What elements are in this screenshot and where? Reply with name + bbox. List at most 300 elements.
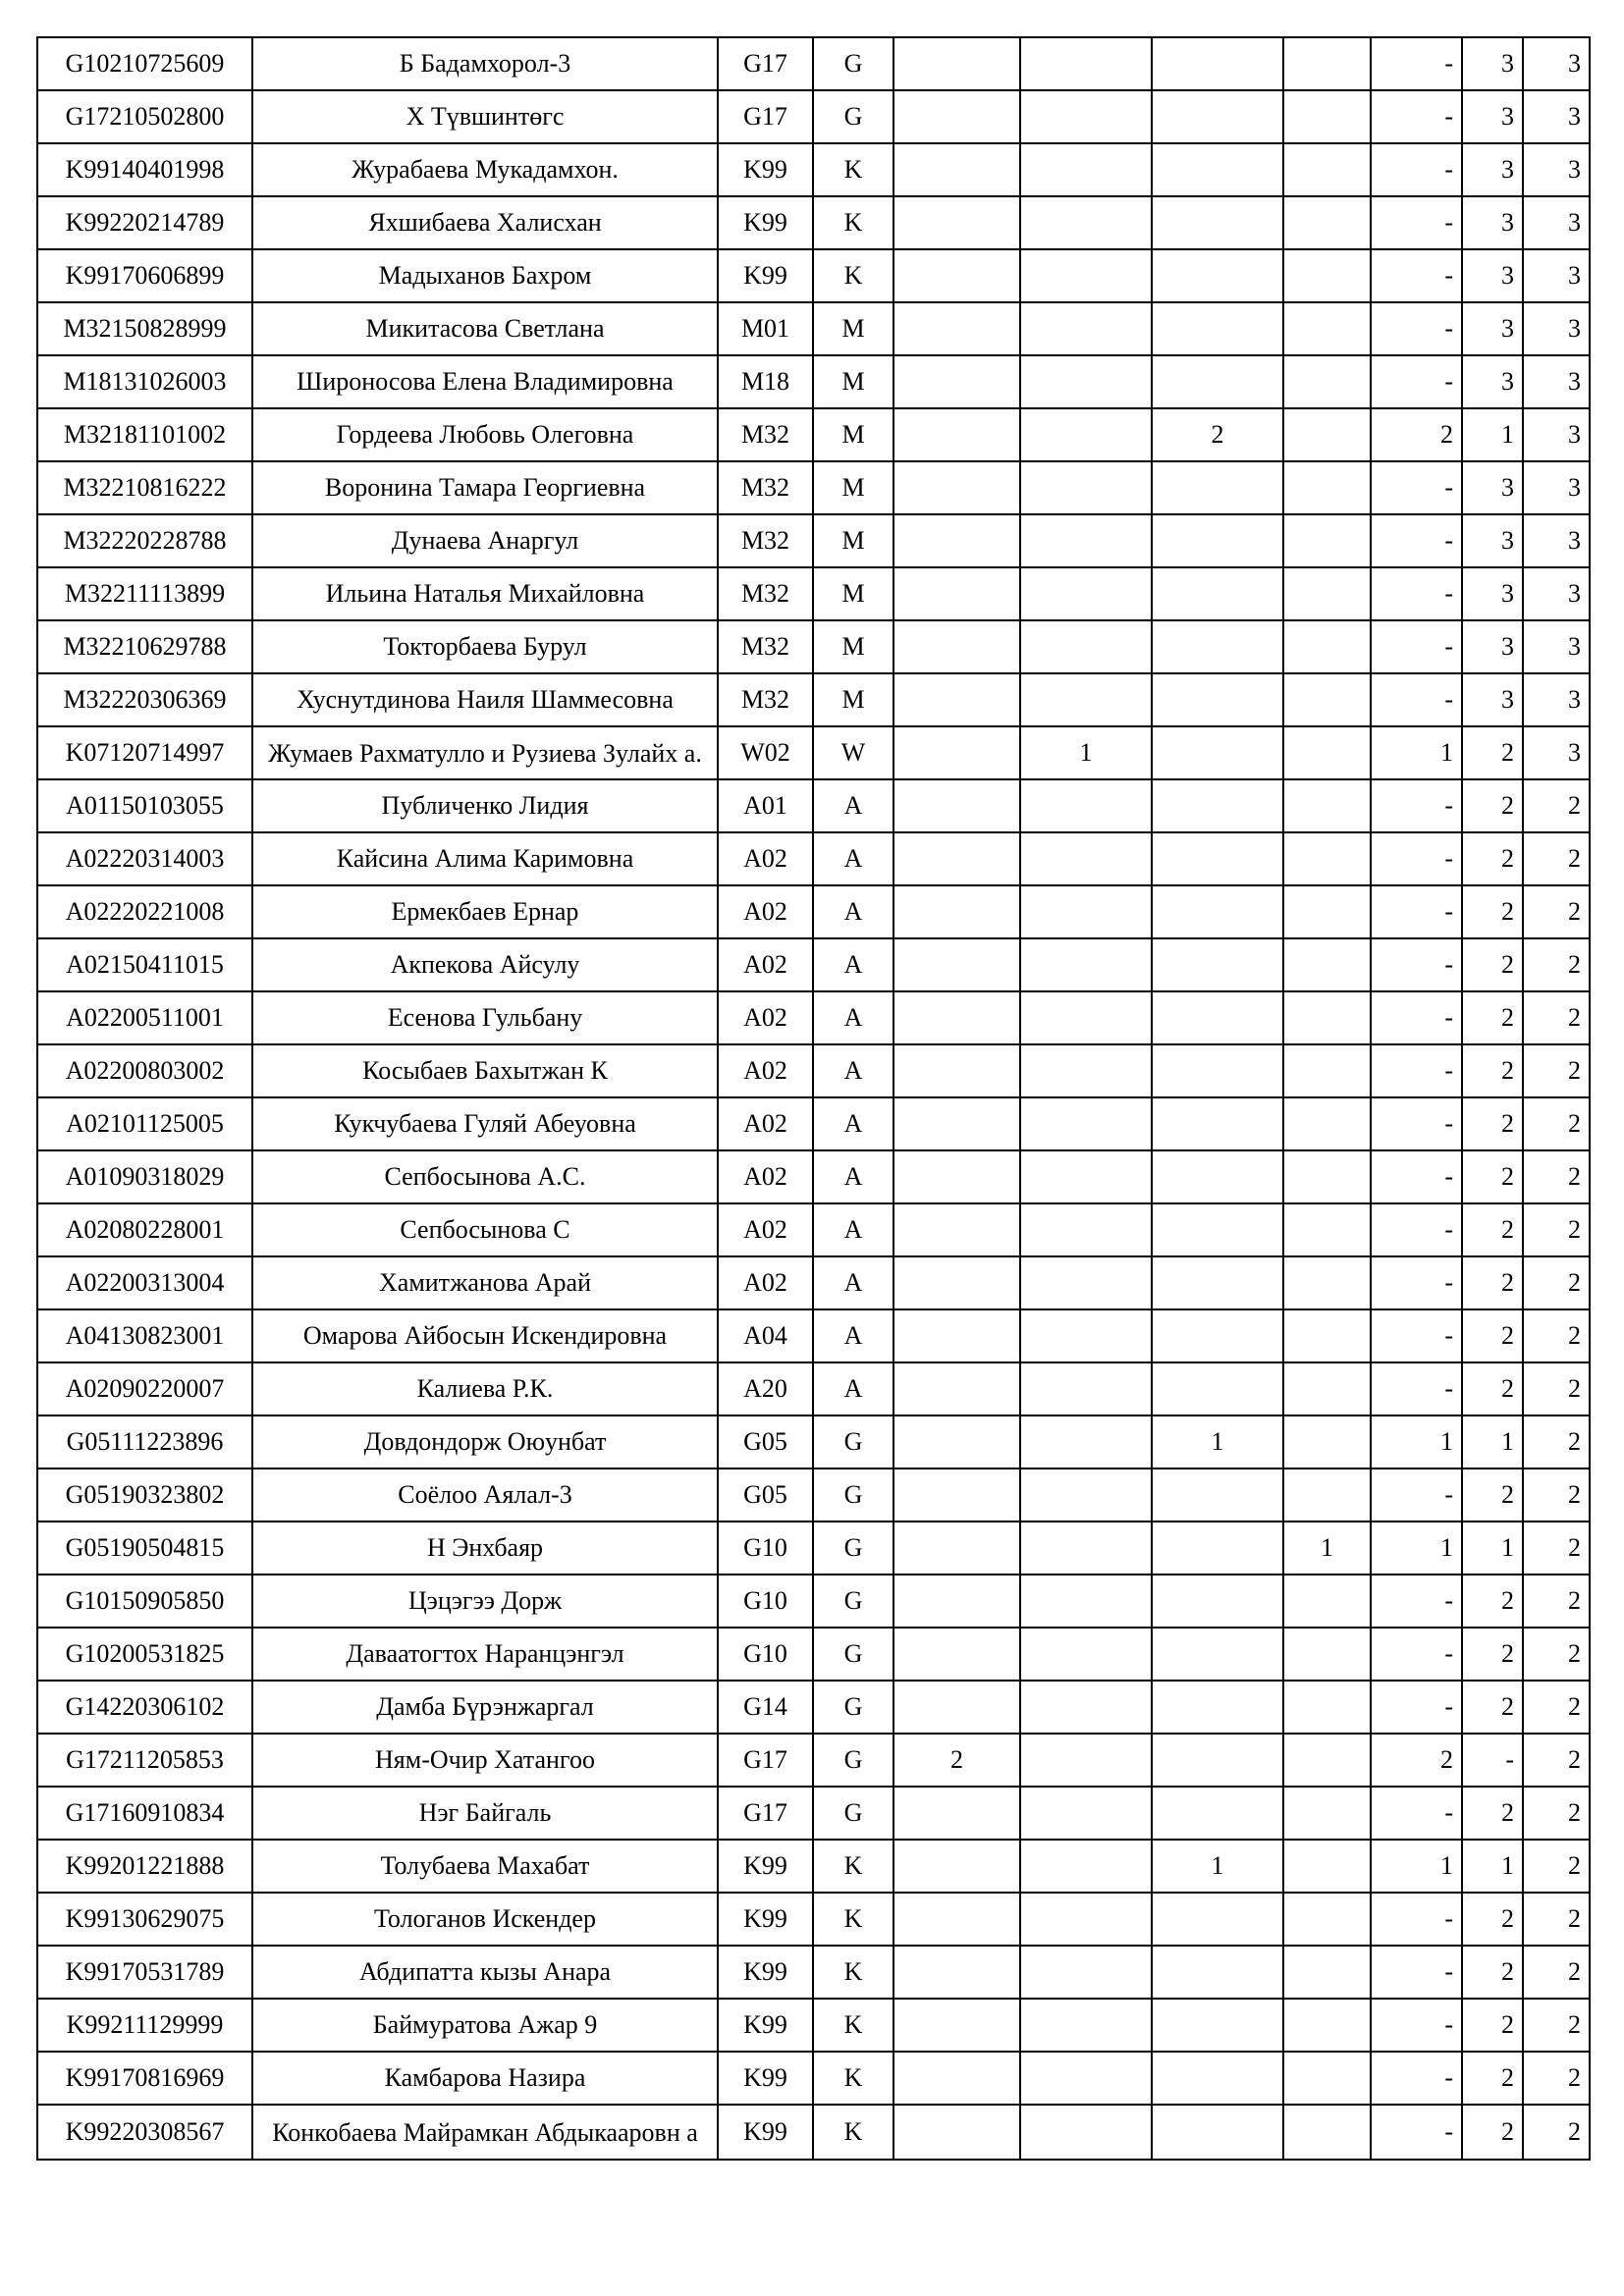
col7-cell [1152,514,1283,567]
letter-cell: G [813,1628,893,1681]
col5-cell [893,1097,1020,1150]
code-cell: M32150828999 [37,302,252,355]
col8-cell [1283,832,1371,885]
col8-cell [1283,673,1371,726]
table-row [37,1575,1590,1628]
code-cell: M18131026003 [37,355,252,408]
col11-cell: 2 [1523,1256,1590,1309]
name-cell: Широносова Елена Владимировна [252,355,718,408]
col8-cell [1283,1256,1371,1309]
col6-cell [1020,779,1152,832]
col11-cell: 2 [1523,1946,1590,1999]
letter-cell: M [813,673,893,726]
table-row [37,514,1590,567]
table-row [37,1468,1590,1522]
col8-cell [1283,1628,1371,1681]
col10-cell: 2 [1462,1044,1523,1097]
table-row [37,1362,1590,1415]
name-cell: Нэг Байгаль [252,1787,718,1840]
name-cell: Хуснутдинова Наиля Шаммесовна [252,673,718,726]
group-cell: A02 [718,832,813,885]
col5-cell [893,1522,1020,1575]
col5-cell [893,249,1020,302]
col8-cell [1283,1999,1371,2052]
name-cell: Н Энхбаяр [252,1522,718,1575]
col5-cell [893,143,1020,196]
col9-cell: - [1371,1362,1462,1415]
name-cell: Цэцэгээ Дорж [252,1575,718,1628]
letter-cell: K [813,1946,893,1999]
letter-cell: A [813,1362,893,1415]
letter-cell: M [813,302,893,355]
col11-cell: 3 [1523,196,1590,249]
name-cell: Омарова Айбосын Искендировна [252,1309,718,1362]
col11-cell: 2 [1523,1840,1590,1893]
group-cell: G17 [718,37,813,90]
col11-cell: 2 [1523,1468,1590,1522]
letter-cell: K [813,2105,893,2160]
col11-cell: 2 [1523,1628,1590,1681]
col11-cell: 2 [1523,1734,1590,1787]
col11-cell: 3 [1523,249,1590,302]
col6-cell [1020,1575,1152,1628]
letter-cell: G [813,1415,893,1468]
col8-cell [1283,1097,1371,1150]
col5-cell [893,1044,1020,1097]
col7-cell [1152,885,1283,938]
col11-cell: 2 [1523,1999,1590,2052]
col10-cell: 2 [1462,726,1523,779]
letter-cell: K [813,1999,893,2052]
col5-cell [893,779,1020,832]
group-cell: G05 [718,1415,813,1468]
col8-cell [1283,1468,1371,1522]
col7-cell [1152,1522,1283,1575]
col5-cell [893,1840,1020,1893]
col7-cell [1152,196,1283,249]
col10-cell: 2 [1462,832,1523,885]
col6-cell [1020,1628,1152,1681]
data-table [36,36,1591,2161]
col7-cell [1152,567,1283,620]
col6-cell [1020,355,1152,408]
group-cell: K99 [718,196,813,249]
name-cell: Токторбаева Бурул [252,620,718,673]
code-cell: K99201221888 [37,1840,252,1893]
table-row [37,991,1590,1044]
col5-cell [893,1362,1020,1415]
letter-cell: A [813,991,893,1044]
name-cell: Ильина Наталья Михайловна [252,567,718,620]
col7-cell [1152,2052,1283,2105]
col7-cell [1152,1787,1283,1840]
table-row [37,885,1590,938]
letter-cell: A [813,885,893,938]
col6-cell [1020,461,1152,514]
col11-cell: 3 [1523,90,1590,143]
col6-cell [1020,1362,1152,1415]
table-row [37,355,1590,408]
col6-cell [1020,1309,1152,1362]
letter-cell: A [813,1256,893,1309]
col9-cell: - [1371,461,1462,514]
col5-cell [893,196,1020,249]
col9-cell: - [1371,2052,1462,2105]
col11-cell: 2 [1523,991,1590,1044]
col9-cell: - [1371,37,1462,90]
col11-cell: 2 [1523,1309,1590,1362]
code-cell: A02200313004 [37,1256,252,1309]
col7-cell [1152,461,1283,514]
col8-cell [1283,461,1371,514]
col11-cell: 2 [1523,1522,1590,1575]
col5-cell [893,673,1020,726]
col9-cell: - [1371,567,1462,620]
col10-cell: 2 [1462,991,1523,1044]
col5-cell [893,1999,1020,2052]
group-cell: A01 [718,779,813,832]
col11-cell: 3 [1523,408,1590,461]
col8-cell [1283,1893,1371,1946]
col6-cell: 1 [1020,726,1152,779]
table-row [37,1256,1590,1309]
name-cell: Х Түвшинтөгс [252,90,718,143]
col7-cell [1152,779,1283,832]
col7-cell [1152,673,1283,726]
col6-cell [1020,143,1152,196]
col5-cell [893,90,1020,143]
code-cell: K99130629075 [37,1893,252,1946]
code-cell: G05190504815 [37,1522,252,1575]
table-row [37,196,1590,249]
col10-cell: 3 [1462,514,1523,567]
col8-cell: 1 [1283,1522,1371,1575]
name-cell: Абдипатта кызы Анара [252,1946,718,1999]
col6-cell [1020,90,1152,143]
col8-cell [1283,1787,1371,1840]
letter-cell: K [813,196,893,249]
table-row [37,1787,1590,1840]
col6-cell [1020,2105,1152,2160]
col6-cell [1020,673,1152,726]
col11-cell: 2 [1523,1787,1590,1840]
table-row [37,2105,1590,2160]
col10-cell: 2 [1462,1787,1523,1840]
col9-cell: - [1371,1787,1462,1840]
col7-cell [1152,1999,1283,2052]
col5-cell [893,514,1020,567]
col10-cell: 2 [1462,1946,1523,1999]
code-cell: M32210816222 [37,461,252,514]
table-row [37,302,1590,355]
col7-cell [1152,1468,1283,1522]
letter-cell: G [813,1522,893,1575]
table-row [37,143,1590,196]
col10-cell: 2 [1462,1999,1523,2052]
group-cell: A02 [718,1097,813,1150]
col9-cell: - [1371,1946,1462,1999]
group-cell: K99 [718,1946,813,1999]
col7-cell [1152,355,1283,408]
name-cell: Косыбаев Бахытжан К [252,1044,718,1097]
col6-cell [1020,938,1152,991]
col10-cell: 3 [1462,37,1523,90]
table-body [37,37,1590,2160]
col6-cell [1020,1893,1152,1946]
col8-cell [1283,567,1371,620]
col8-cell [1283,2052,1371,2105]
table-row [37,2052,1590,2105]
col8-cell [1283,1681,1371,1734]
col9-cell: 1 [1371,726,1462,779]
col5-cell [893,1203,1020,1256]
col10-cell: 3 [1462,90,1523,143]
col5-cell [893,1256,1020,1309]
col8-cell [1283,37,1371,90]
col7-cell [1152,1362,1283,1415]
letter-cell: A [813,1203,893,1256]
group-cell: K99 [718,2105,813,2160]
col5-cell [893,726,1020,779]
col8-cell [1283,991,1371,1044]
group-cell: A02 [718,1256,813,1309]
col8-cell [1283,1044,1371,1097]
col10-cell: 2 [1462,2105,1523,2160]
code-cell: K99211129999 [37,1999,252,2052]
col6-cell [1020,1150,1152,1203]
col10-cell: 2 [1462,1575,1523,1628]
code-cell: A02101125005 [37,1097,252,1150]
name-cell: Есенова Гульбану [252,991,718,1044]
col8-cell [1283,726,1371,779]
col9-cell: - [1371,514,1462,567]
col7-cell [1152,1946,1283,1999]
group-cell: A02 [718,1203,813,1256]
col5-cell [893,832,1020,885]
col6-cell [1020,1044,1152,1097]
group-cell: M32 [718,567,813,620]
col5-cell [893,37,1020,90]
col7-cell [1152,620,1283,673]
letter-cell: K [813,249,893,302]
col9-cell: - [1371,1256,1462,1309]
col10-cell: 1 [1462,1522,1523,1575]
table-row [37,1840,1590,1893]
table-row [37,1893,1590,1946]
col11-cell: 3 [1523,620,1590,673]
letter-cell: A [813,938,893,991]
col10-cell: 3 [1462,302,1523,355]
group-cell: K99 [718,1840,813,1893]
code-cell: K07120714997 [37,726,252,779]
name-cell: Дамба Бүрэнжаргал [252,1681,718,1734]
col5-cell [893,408,1020,461]
letter-cell: A [813,1044,893,1097]
col6-cell [1020,991,1152,1044]
name-cell: Калиева Р.К. [252,1362,718,1415]
col6-cell [1020,832,1152,885]
col9-cell: - [1371,991,1462,1044]
col11-cell: 2 [1523,1575,1590,1628]
code-cell: G10150905850 [37,1575,252,1628]
col9-cell: 1 [1371,1522,1462,1575]
table-row [37,938,1590,991]
col8-cell [1283,1575,1371,1628]
col6-cell [1020,1681,1152,1734]
name-cell: Микитасова Светлана [252,302,718,355]
code-cell: K99220214789 [37,196,252,249]
name-cell: Акпекова Айсулу [252,938,718,991]
letter-cell: W [813,726,893,779]
col8-cell [1283,1946,1371,1999]
col9-cell: - [1371,673,1462,726]
code-cell: A02200803002 [37,1044,252,1097]
col11-cell: 2 [1523,1362,1590,1415]
col5-cell [893,991,1020,1044]
col5-cell [893,355,1020,408]
code-cell: M32181101002 [37,408,252,461]
col7-cell [1152,143,1283,196]
col8-cell [1283,1415,1371,1468]
table-row [37,779,1590,832]
code-cell: A01150103055 [37,779,252,832]
letter-cell: G [813,90,893,143]
col10-cell: 2 [1462,1628,1523,1681]
col5-cell [893,2052,1020,2105]
letter-cell: A [813,1309,893,1362]
col8-cell [1283,885,1371,938]
group-cell: A02 [718,1044,813,1097]
col11-cell: 3 [1523,673,1590,726]
name-cell: Гордеева Любовь Олеговна [252,408,718,461]
letter-cell: K [813,1840,893,1893]
col11-cell: 3 [1523,514,1590,567]
col6-cell [1020,196,1152,249]
code-cell: A02090220007 [37,1362,252,1415]
col11-cell: 2 [1523,1044,1590,1097]
col6-cell [1020,1999,1152,2052]
col11-cell: 2 [1523,938,1590,991]
col9-cell: - [1371,779,1462,832]
group-cell: K99 [718,1999,813,2052]
col9-cell: - [1371,355,1462,408]
col9-cell: - [1371,2105,1462,2160]
col9-cell: - [1371,1681,1462,1734]
code-cell: A02080228001 [37,1203,252,1256]
name-cell: Кукчубаева Гуляй Абеуовна [252,1097,718,1150]
col10-cell: 1 [1462,1840,1523,1893]
name-cell: Дунаева Анаргул [252,514,718,567]
letter-cell: A [813,1097,893,1150]
table-row [37,1309,1590,1362]
letter-cell: M [813,408,893,461]
name-cell: Конкобаева Майрамкан Абдыкааровн а [252,2105,718,2160]
col7-cell [1152,1256,1283,1309]
group-cell: K99 [718,143,813,196]
col10-cell: 3 [1462,355,1523,408]
col10-cell: - [1462,1734,1523,1787]
table-row [37,1522,1590,1575]
col10-cell: 2 [1462,1150,1523,1203]
col5-cell [893,620,1020,673]
col5-cell [893,1893,1020,1946]
group-cell: M32 [718,461,813,514]
col10-cell: 2 [1462,779,1523,832]
col9-cell: - [1371,938,1462,991]
col8-cell [1283,408,1371,461]
col9-cell: - [1371,1628,1462,1681]
col7-cell [1152,1097,1283,1150]
letter-cell: K [813,143,893,196]
col7-cell [1152,1681,1283,1734]
col9-cell: 1 [1371,1840,1462,1893]
col7-cell [1152,37,1283,90]
name-cell: Даваатогтох Наранцэнгэл [252,1628,718,1681]
col11-cell: 3 [1523,726,1590,779]
col6-cell [1020,1946,1152,1999]
col7-cell [1152,1309,1283,1362]
col10-cell: 3 [1462,620,1523,673]
table-row [37,249,1590,302]
code-cell: A02220314003 [37,832,252,885]
col10-cell: 3 [1462,196,1523,249]
code-cell: A01090318029 [37,1150,252,1203]
code-cell: G14220306102 [37,1681,252,1734]
name-cell: Тологанов Искендер [252,1893,718,1946]
col10-cell: 3 [1462,143,1523,196]
col6-cell [1020,1734,1152,1787]
code-cell: G10210725609 [37,37,252,90]
table-row [37,1150,1590,1203]
col6-cell [1020,514,1152,567]
group-cell: M32 [718,408,813,461]
col10-cell: 2 [1462,2052,1523,2105]
code-cell: A04130823001 [37,1309,252,1362]
col10-cell: 1 [1462,408,1523,461]
col10-cell: 3 [1462,249,1523,302]
col9-cell: - [1371,90,1462,143]
code-cell: M32220306369 [37,673,252,726]
code-cell: A02220221008 [37,885,252,938]
col9-cell: - [1371,620,1462,673]
col5-cell [893,1681,1020,1734]
col8-cell [1283,1309,1371,1362]
group-cell: A04 [718,1309,813,1362]
col8-cell [1283,1734,1371,1787]
col6-cell [1020,2052,1152,2105]
col5-cell [893,567,1020,620]
col7-cell [1152,1044,1283,1097]
col11-cell: 3 [1523,143,1590,196]
name-cell: Воронина Тамара Георгиевна [252,461,718,514]
code-cell: K99140401998 [37,143,252,196]
group-cell: A02 [718,938,813,991]
table-row [37,832,1590,885]
col11-cell: 2 [1523,885,1590,938]
col5-cell [893,461,1020,514]
letter-cell: G [813,1734,893,1787]
name-cell: Сепбосынова С [252,1203,718,1256]
code-cell: A02150411015 [37,938,252,991]
group-cell: G10 [718,1628,813,1681]
col7-cell: 2 [1152,408,1283,461]
code-cell: M32210629788 [37,620,252,673]
col10-cell: 2 [1462,1097,1523,1150]
col7-cell [1152,1628,1283,1681]
letter-cell: M [813,461,893,514]
col6-cell [1020,1256,1152,1309]
col9-cell: - [1371,832,1462,885]
